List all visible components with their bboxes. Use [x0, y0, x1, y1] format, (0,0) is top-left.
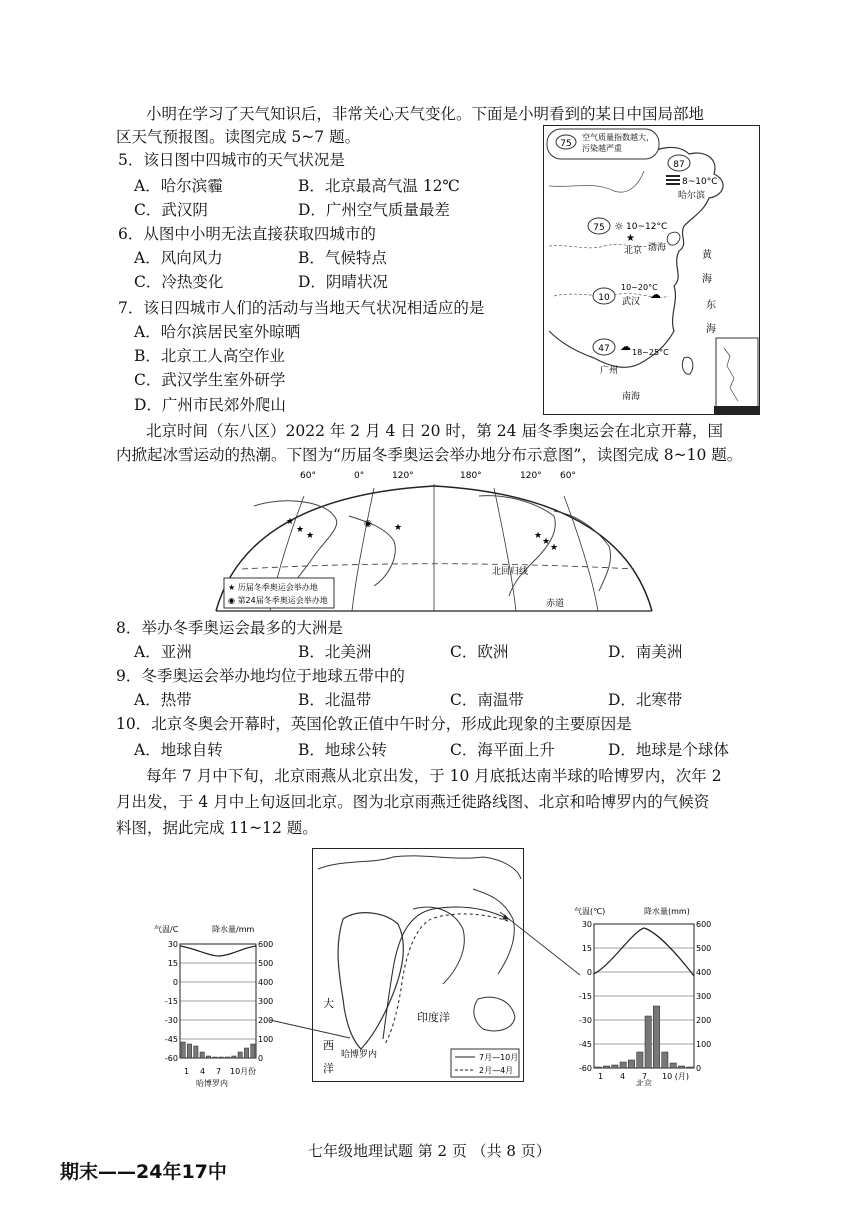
- q8-option-d: D．南美洲: [608, 643, 683, 661]
- precip-tick: 400: [696, 968, 712, 977]
- intro-line: 内掀起冰雪运动的热潮。下图为“历届冬季奥运会举办地分布示意图”，读图完成 8~10 题。: [116, 446, 743, 464]
- precip-tick: 200: [696, 1016, 712, 1025]
- precip-tick: 200: [258, 1016, 274, 1025]
- precip-bar: [687, 1067, 693, 1068]
- precip-tick: 0: [696, 1064, 702, 1073]
- question-8-stem: 8．举办冬季奥运会最多的大洲是: [116, 619, 343, 637]
- longitude-label: 180°: [460, 471, 482, 481]
- atlantic-label: 西: [323, 1039, 334, 1052]
- precip-tick: 500: [696, 944, 712, 953]
- wuhan-name: 武汉: [622, 297, 641, 307]
- wuhan-aqi: 10: [598, 293, 610, 303]
- x-tick: 4: [200, 1067, 206, 1076]
- x-tick: 10 (月): [662, 1072, 689, 1081]
- precip-bar: [678, 1066, 684, 1068]
- exam-stamp: 期末——24年17中: [60, 1161, 227, 1183]
- wuhan-temp: 10~20°C: [621, 283, 658, 292]
- tropic-label: 北回归线: [492, 567, 529, 577]
- q9-option-a: A．热带: [134, 691, 192, 709]
- olympics-host-star: ★: [296, 525, 305, 535]
- q7-option-a: A．哈尔滨居民室外晾晒: [134, 323, 301, 341]
- q6-option-d: D．阴晴状况: [298, 273, 388, 291]
- q8-option-a: A．亚洲: [134, 643, 192, 661]
- chart-ylabel-right: 降水量(mm): [644, 907, 690, 916]
- intro-line: 月出发，于 4 月中上旬返回北京。图为北京雨燕迁徙路线图、北京和哈博罗内的气候资: [116, 793, 710, 811]
- chart-city-label: 哈博罗内: [196, 1079, 228, 1088]
- q9-option-c: C．南温带: [450, 691, 524, 709]
- legend-text: 污染越严重: [582, 144, 622, 153]
- donghai-label: 海: [706, 324, 716, 335]
- olympics-host-star: ★: [306, 531, 315, 541]
- question-9-stem: 9．冬季奥运会举办地均位于地球五带中的: [116, 667, 405, 685]
- precip-tick: 600: [258, 940, 274, 949]
- q10-option-a: A．地球自转: [134, 741, 223, 759]
- olympics-host-star: ★: [394, 523, 403, 533]
- precip-tick: 100: [258, 1035, 274, 1044]
- precip-tick: 0: [258, 1054, 264, 1063]
- precip-tick: 300: [696, 992, 712, 1001]
- indian-ocean-label: 印度洋: [417, 1011, 450, 1024]
- q5-option-b: B．北京最高气温 12℃: [298, 177, 460, 195]
- q9-option-b: B．北温带: [298, 691, 372, 709]
- harbin-name: 哈尔滨: [678, 191, 706, 201]
- star-icon: ★: [626, 233, 635, 244]
- olympics-host-star: ★: [286, 517, 295, 527]
- chart-ylabel-left: 气温/C: [154, 925, 179, 934]
- longitude-label: 120°: [520, 471, 542, 481]
- temp-tick: -15: [578, 992, 592, 1001]
- q7-option-b: B．北京工人高空作业: [134, 347, 285, 365]
- q10-option-b: B．地球公转: [298, 741, 387, 759]
- legend-aqi-value: 75: [560, 139, 572, 149]
- x-tick: 10月份: [230, 1067, 257, 1076]
- guangzhou-name: 广州: [600, 366, 619, 376]
- precip-tick: 600: [696, 920, 712, 929]
- temp-tick: -30: [164, 1016, 178, 1025]
- q8-option-b: B．北美洲: [298, 643, 372, 661]
- q10-option-c: C．海平面上升: [450, 741, 555, 759]
- beijing-name: 北京: [624, 246, 643, 256]
- temp-tick: -15: [164, 997, 178, 1006]
- guangzhou-temp: 18~25°C: [632, 348, 669, 357]
- precip-bar: [670, 1063, 676, 1068]
- harbin-temp: 8~10°C: [682, 177, 718, 187]
- huanghai-label: 黄: [702, 250, 712, 261]
- precip-bar: [603, 1066, 609, 1068]
- chart-ylabel-left: 气温(℃): [574, 907, 606, 916]
- longitude-label: 60°: [560, 471, 576, 481]
- q10-option-d: D．地球是个球体: [608, 741, 729, 759]
- longitude-label: 60°: [300, 471, 316, 481]
- precip-tick: 300: [258, 997, 274, 1006]
- temp-tick: 30: [581, 920, 592, 929]
- x-tick: 7: [642, 1072, 648, 1081]
- temp-tick: 15: [167, 959, 178, 968]
- x-tick: 1: [598, 1072, 604, 1081]
- equator-label: 赤道: [546, 599, 565, 609]
- x-tick: 7: [216, 1067, 222, 1076]
- beijing-chart-graphic: [562, 904, 722, 1086]
- precip-bar: [662, 1052, 668, 1068]
- beijing-climate-chart: [562, 904, 722, 1086]
- x-tick: 1: [184, 1067, 190, 1076]
- q9-option-d: D．北寒带: [608, 691, 683, 709]
- huanghai-label: 海: [702, 274, 712, 285]
- temp-tick: -60: [164, 1054, 178, 1063]
- q8-option-c: C．欧洲: [450, 643, 509, 661]
- nanhai-label: 南海: [622, 392, 641, 402]
- olympics-host-star: ★: [542, 537, 551, 547]
- q5-option-a: A．哈尔滨霾: [134, 177, 223, 195]
- intro-line: 北京时间（东八区）2022 年 2 月 4 日 20 时，第 24 届冬季奥运会在北京开幕，国: [146, 422, 723, 440]
- question-10-stem: 10．北京冬奥会开幕时，英国伦敦正值中午时分，形成此现象的主要原因是: [116, 715, 632, 733]
- x-tick: 4: [620, 1072, 626, 1081]
- atlantic-label: 洋: [323, 1062, 334, 1075]
- sun-icon: ☼: [614, 220, 624, 233]
- beijing-2022-marker: ◉: [364, 519, 372, 529]
- gaborone-label: 哈博罗内: [341, 1050, 378, 1060]
- map-legend-item: ◉ 第24届冬季奥运会举办地: [228, 596, 328, 605]
- q6-option-c: C．冷热变化: [134, 273, 224, 291]
- precip-bar: [628, 1060, 634, 1068]
- precip-bar: [653, 1006, 659, 1068]
- harbin-aqi: 87: [673, 160, 685, 170]
- precip-tick: 500: [258, 959, 274, 968]
- question-5-stem: 5．该日图中四城市的天气状况是: [118, 151, 345, 169]
- precip-bar: [645, 1016, 651, 1068]
- route-legend: 7月—10月: [479, 1053, 519, 1062]
- question-7-stem: 7．该日四城市人们的活动与当地天气状况相适应的是: [118, 299, 485, 317]
- temp-tick: -45: [164, 1035, 178, 1044]
- cloud-icon: ☁: [650, 288, 661, 301]
- olympics-host-star: ★: [550, 543, 559, 553]
- bohai-label: 渤海: [648, 243, 667, 253]
- q6-option-a: A．风向风力: [134, 249, 223, 267]
- temp-tick: 15: [581, 944, 592, 953]
- q7-option-d: D．广州市民郊外爬山: [134, 396, 286, 414]
- page-footer: 七年级地理试题 第 2 页 （共 8 页）: [308, 1142, 551, 1160]
- longitude-label: 120°: [392, 471, 414, 481]
- q7-option-c: C．武汉学生室外研学: [134, 371, 286, 389]
- precip-bar: [637, 1052, 643, 1068]
- temp-tick: 0: [586, 968, 592, 977]
- intro-line: 料图，据此完成 11~12 题。: [116, 819, 318, 837]
- chart-ylabel-right: 降水量/mm: [212, 925, 255, 934]
- chart-city-label: 北京: [636, 1079, 652, 1086]
- temp-tick: 0: [172, 978, 178, 987]
- beijing-aqi: 75: [593, 223, 605, 233]
- route-legend: 2月—4月: [479, 1066, 514, 1075]
- olympics-host-star: ★: [534, 531, 543, 541]
- question-6-stem: 6．从图中小明无法直接获取四城市的: [118, 225, 376, 243]
- precip-bar: [595, 1067, 601, 1068]
- q6-option-b: B．气候特点: [298, 249, 387, 267]
- temp-tick: -45: [578, 1040, 592, 1049]
- beijing-temp: 10~12°C: [626, 222, 668, 232]
- map-legend-item: ★ 历届冬季奥运会举办地: [228, 583, 318, 592]
- temp-tick: -30: [578, 1016, 592, 1025]
- longitude-label: 0°: [354, 471, 365, 481]
- intro-line: 小明在学习了天气知识后，非常关心天气变化。下面是小明看到的某日中国局部地: [146, 105, 705, 123]
- precip-bar: [620, 1062, 626, 1068]
- precip-tick: 100: [696, 1040, 712, 1049]
- donghai-label: 东: [706, 300, 716, 311]
- cloudy-icon: ☁: [620, 340, 631, 353]
- precip-tick: 400: [258, 978, 274, 987]
- temp-tick: -60: [578, 1064, 592, 1073]
- atlantic-label: 大: [323, 997, 334, 1010]
- q5-option-c: C．武汉阴: [134, 201, 208, 219]
- q5-option-d: D．广州空气质量最差: [298, 201, 450, 219]
- temp-tick: 30: [167, 940, 178, 949]
- intro-line: 区天气预报图。读图完成 5~7 题。: [116, 128, 361, 146]
- legend-text: 空气质量指数越大，: [582, 133, 654, 142]
- precip-bar: [612, 1065, 618, 1068]
- intro-line: 每年 7 月中下旬，北京雨燕从北京出发，于 10 月底抵达南半球的哈博罗内，次年 2: [146, 767, 722, 785]
- guangzhou-aqi: 47: [598, 344, 610, 354]
